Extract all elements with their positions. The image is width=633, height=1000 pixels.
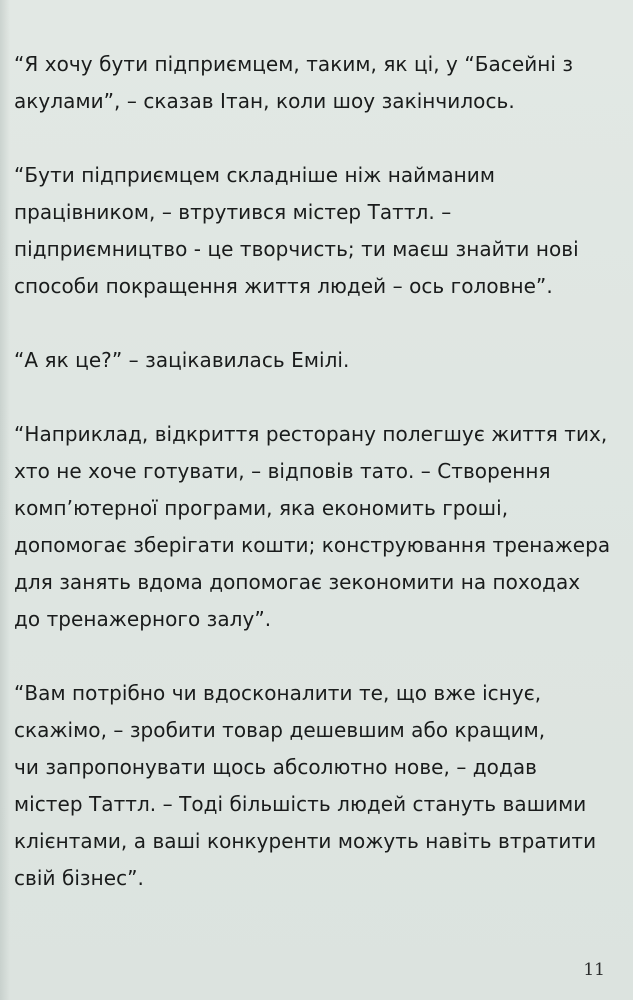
text-line: містер Таттл. – Тоді більшість людей стануть вашими: [14, 792, 587, 816]
text-line: чи запропонувати щось абсолютно нове, – додав: [14, 755, 537, 779]
text-line: клієнтами, а ваші конкуренти можуть навіть втратити: [14, 829, 597, 853]
paragraph-1: [14, 46, 620, 120]
text-line: хто не хоче готувати, – відповів тато. – Створення: [14, 459, 551, 483]
paragraph-4: [14, 416, 620, 638]
page-body-text: [14, 46, 620, 934]
paragraph-3: [14, 342, 620, 379]
text-line: “Вам потрібно чи вдосконалити те, що вже існує,: [14, 681, 542, 705]
text-line: “Бути підприємцем складніше ніж найманим: [14, 163, 495, 187]
page-number: 11: [583, 960, 605, 980]
text-line: “Наприклад, відкриття ресторану полегшує життя тих,: [14, 422, 608, 446]
paragraph-2: [14, 157, 620, 305]
text-line: “А як це?” – зацікавилась Емілі.: [14, 348, 350, 372]
text-line: для занять вдома допомогає зекономити на походах: [14, 570, 581, 594]
text-line: скажімо, – зробити товар дешевшим або кращим,: [14, 718, 546, 742]
text-line: “Я хочу бути підприємцем, таким, як ці, у “Басейні з: [14, 52, 574, 76]
text-line: акулами”, – сказав Ітан, коли шоу закінчилось.: [14, 89, 515, 113]
paragraph-5: [14, 675, 620, 897]
text-line: працівником, – втрутився містер Таттл. –: [14, 200, 452, 224]
text-line: свій бізнес”.: [14, 866, 144, 890]
text-line: допомогає зберігати кошти; конструювання тренажера: [14, 533, 611, 557]
text-line: підприємництво - це творчисть; ти маєш знайти нові: [14, 237, 579, 261]
text-line: до тренажерного залу”.: [14, 607, 272, 631]
text-line: комп’ютерної програми, яка економить гроші,: [14, 496, 509, 520]
text-line: способи покращення життя людей – ось головне”.: [14, 274, 553, 298]
